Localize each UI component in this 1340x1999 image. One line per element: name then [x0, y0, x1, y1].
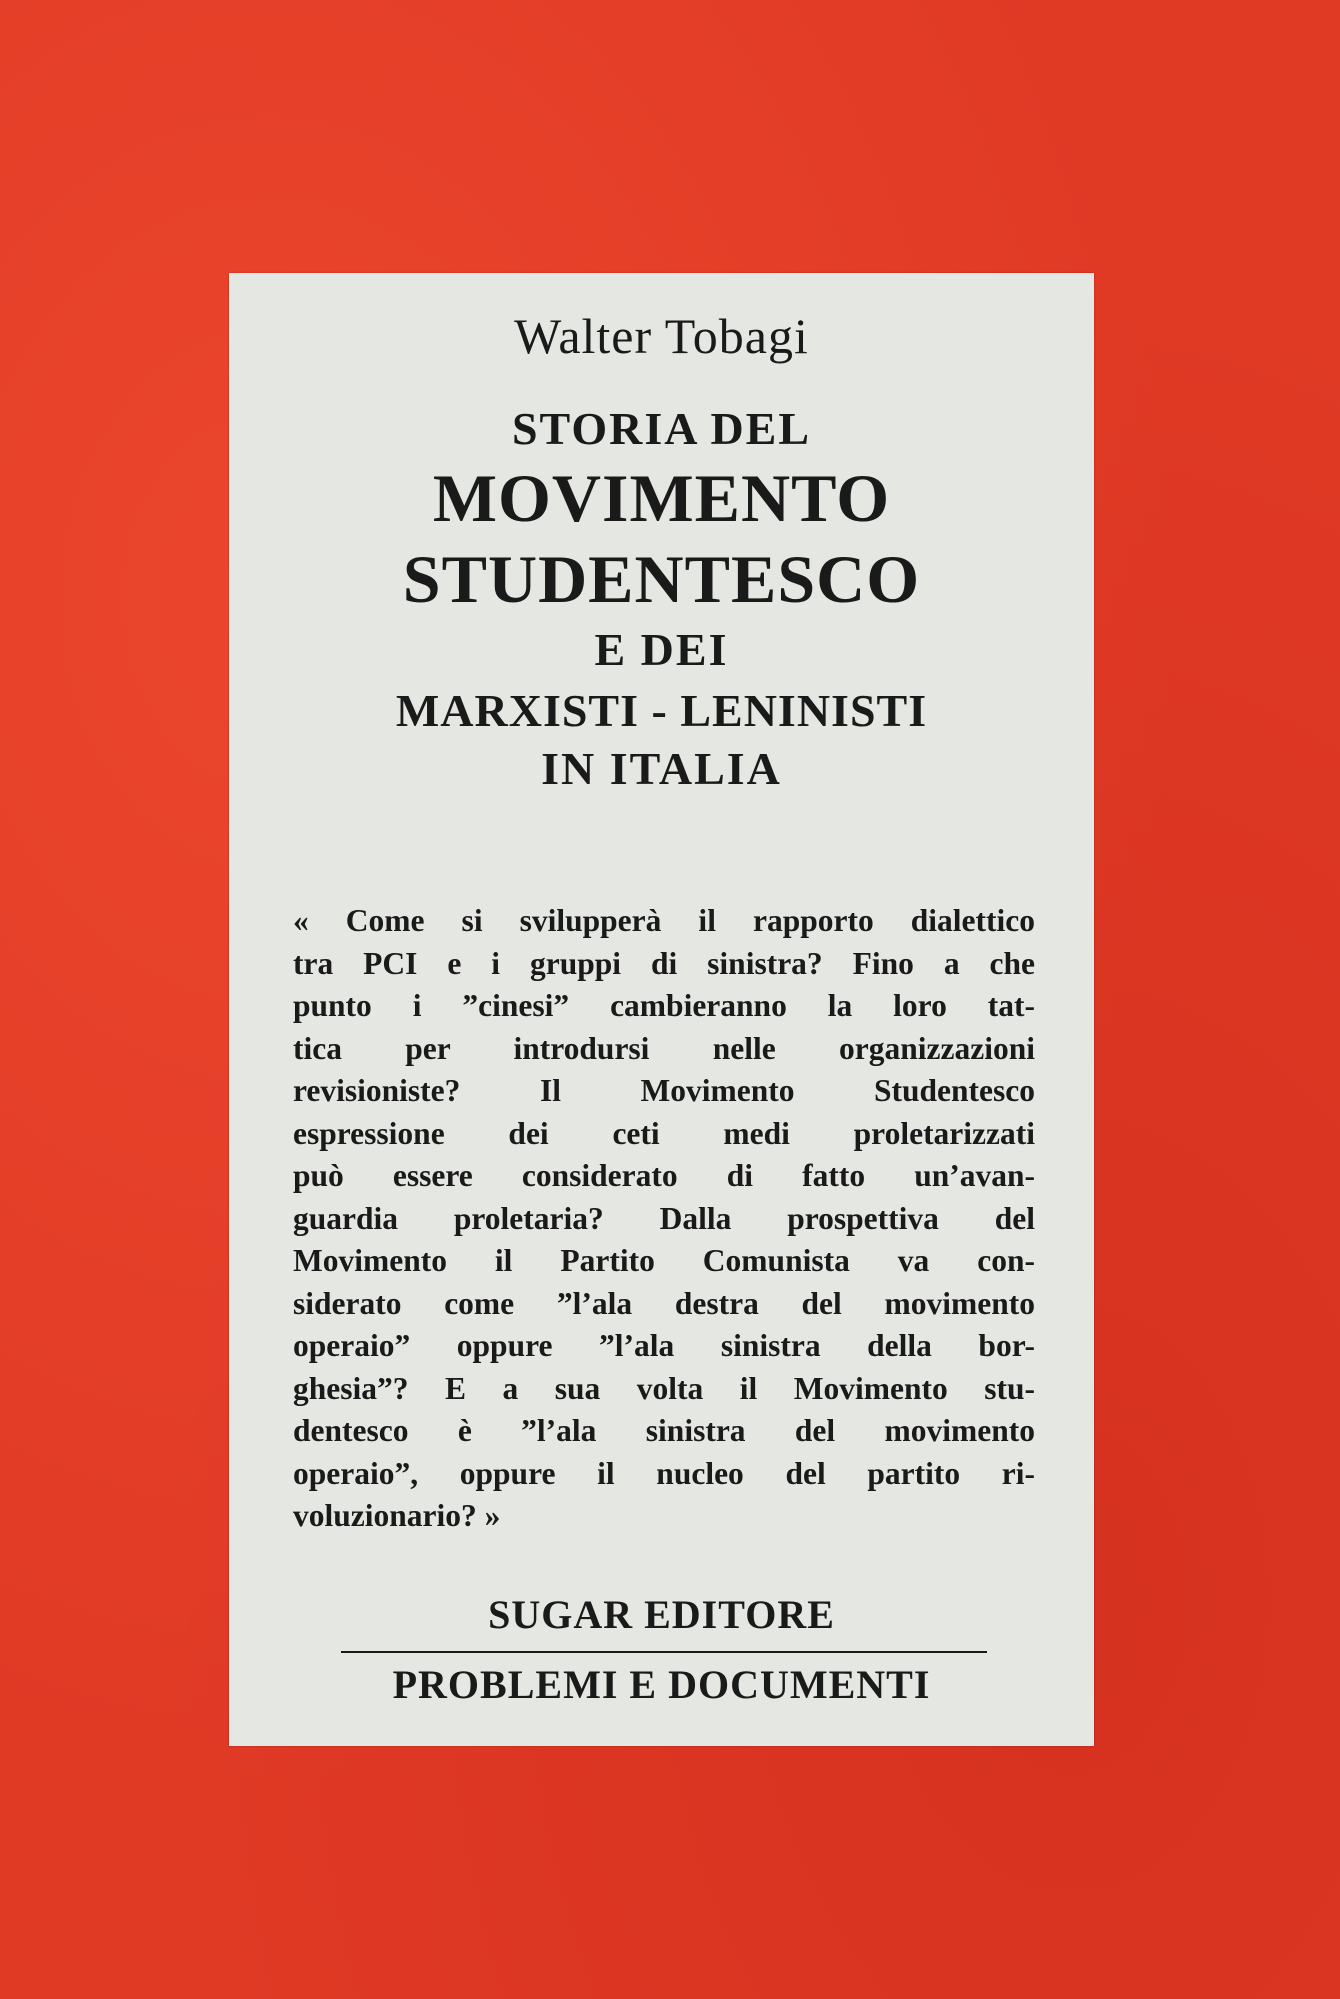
book-title [229, 401, 1094, 797]
divider [341, 1651, 987, 1653]
blurb-line: siderato come ”l’ala destra del movimento [293, 1285, 1035, 1321]
title-line-2: MOVIMENTO [432, 460, 891, 536]
title-line-3: STUDENTESCO [402, 541, 921, 617]
blurb-line: « Come si svilupperà il rapporto dialettico [293, 903, 1035, 938]
title-line-6: IN ITALIA [541, 743, 782, 794]
author-name: Walter Tobagi [514, 308, 809, 364]
blurb-line: guardia proletaria? Dalla prospettiva del [293, 1200, 1035, 1236]
blurb-line: ghesia”? E a sua volta il Movimento stu- [293, 1370, 1035, 1406]
blurb-line: operaio” oppure ”l’ala sinistra della bor- [293, 1328, 1035, 1363]
blurb-quote [293, 900, 1035, 1538]
publisher-name: SUGAR EDITORE [488, 1592, 835, 1637]
title-line-1: STORIA DEL [511, 403, 812, 454]
blurb-line: operaio”, oppure il nucleo del partito ri- [293, 1455, 1035, 1491]
cover-label [229, 273, 1094, 1746]
blurb-line: tra PCI e i gruppi di sinistra? Fino a che [293, 945, 1035, 981]
blurb-line: espressione dei ceti medi proletarizzati [293, 1115, 1035, 1151]
title-line-4: E DEI [594, 624, 729, 675]
blurb-line: voluzionario? » [293, 1498, 501, 1533]
series-name: PROBLEMI E DOCUMENTI [392, 1662, 931, 1707]
blurb-line: può essere considerato di fatto un’avan- [293, 1158, 1035, 1193]
blurb-line: Movimento il Partito Comunista va con- [293, 1243, 1035, 1278]
title-line-5: MARXISTI - LENINISTI [395, 685, 928, 736]
blurb-line: tica per introdursi nelle organizzazioni [293, 1030, 1035, 1066]
blurb-line: punto i ”cinesi” cambieranno la loro tat- [293, 988, 1035, 1023]
blurb-line: revisioniste? Il Movimento Studentesco [293, 1073, 1035, 1108]
blurb-line: dentesco è ”l’ala sinistra del movimento [293, 1413, 1035, 1448]
